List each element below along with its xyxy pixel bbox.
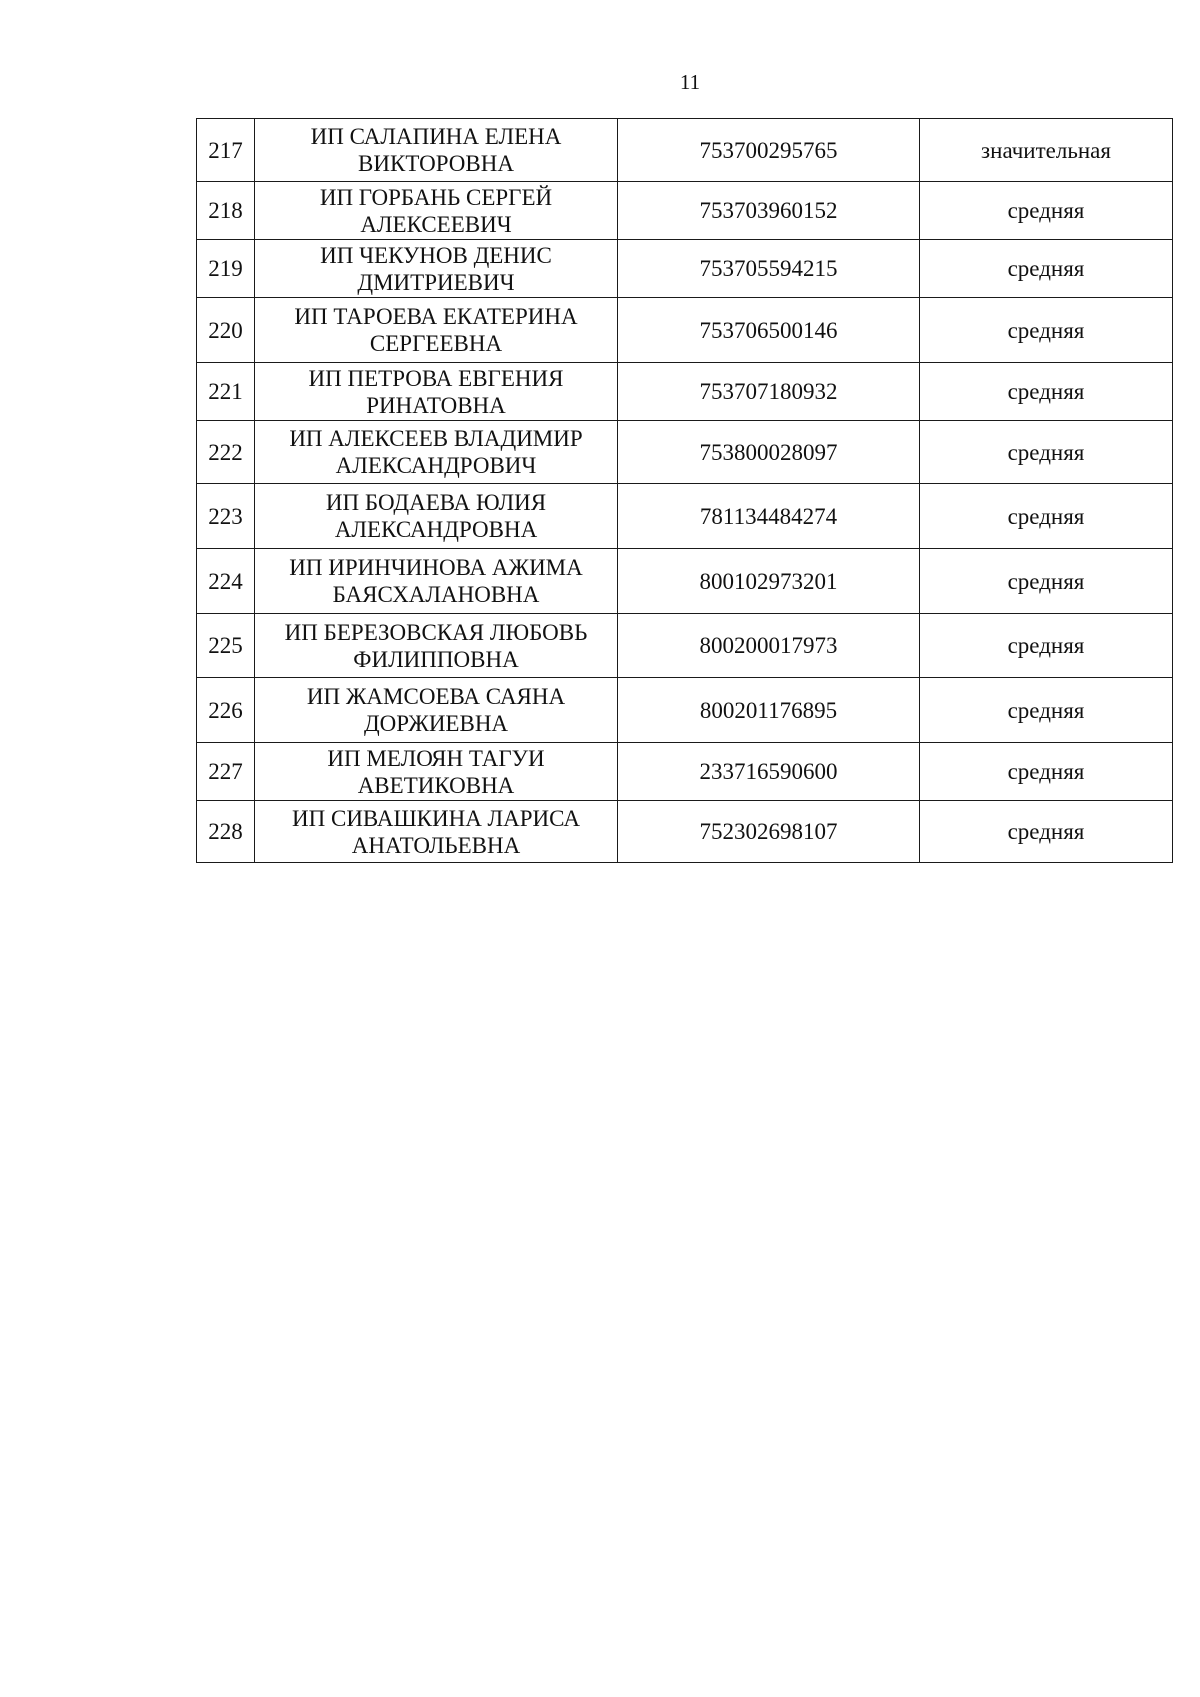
entrepreneur-name: ИП БОДАЕВА ЮЛИЯ АЛЕКСАНДРОВНА [255, 484, 618, 549]
entrepreneur-name: ИП БЕРЕЗОВСКАЯ ЛЮБОВЬ ФИЛИППОВНА [255, 614, 618, 678]
inn-value: 800200017973 [618, 614, 920, 678]
entrepreneur-name: ИП СИВАШКИНА ЛАРИСА АНАТОЛЬЕВНА [255, 801, 618, 863]
entrepreneur-name: ИП МЕЛОЯН ТАГУИ АВЕТИКОВНА [255, 743, 618, 801]
inn-value: 753707180932 [618, 363, 920, 421]
risk-category: средняя [920, 484, 1173, 549]
inn-value: 753706500146 [618, 298, 920, 363]
row-number: 218 [197, 182, 255, 240]
row-number: 227 [197, 743, 255, 801]
row-number: 217 [197, 119, 255, 182]
risk-category: средняя [920, 363, 1173, 421]
table-row [197, 801, 1173, 863]
table-row [197, 363, 1173, 421]
row-number: 224 [197, 549, 255, 614]
risk-category: средняя [920, 182, 1173, 240]
inn-value: 753700295765 [618, 119, 920, 182]
entrepreneur-name: ИП ПЕТРОВА ЕВГЕНИЯ РИНАТОВНА [255, 363, 618, 421]
entrepreneur-name: ИП ТАРОЕВА ЕКАТЕРИНА СЕРГЕЕВНА [255, 298, 618, 363]
page-number: 11 [679, 70, 701, 94]
inn-value: 800102973201 [618, 549, 920, 614]
entrepreneur-name: ИП САЛАПИНА ЕЛЕНА ВИКТОРОВНА [255, 119, 618, 182]
table-row [197, 240, 1173, 298]
row-number: 220 [197, 298, 255, 363]
entrepreneur-name: ИП ИРИНЧИНОВА АЖИМА БАЯСХАЛАНОВНА [255, 549, 618, 614]
inn-value: 800201176895 [618, 678, 920, 743]
row-number: 219 [197, 240, 255, 298]
table-row [197, 484, 1173, 549]
table-row [197, 119, 1173, 182]
risk-category: средняя [920, 801, 1173, 863]
table-row [197, 298, 1173, 363]
risk-category: средняя [920, 240, 1173, 298]
risk-category: средняя [920, 421, 1173, 484]
table-row [197, 549, 1173, 614]
registry-table [196, 118, 1173, 863]
risk-category: средняя [920, 298, 1173, 363]
row-number: 223 [197, 484, 255, 549]
row-number: 225 [197, 614, 255, 678]
entrepreneur-name: ИП ЧЕКУНОВ ДЕНИС ДМИТРИЕВИЧ [255, 240, 618, 298]
row-number: 226 [197, 678, 255, 743]
risk-category: средняя [920, 614, 1173, 678]
row-number: 222 [197, 421, 255, 484]
table-row [197, 743, 1173, 801]
inn-value: 753703960152 [618, 182, 920, 240]
inn-value: 233716590600 [618, 743, 920, 801]
risk-category: значительная [920, 119, 1173, 182]
entrepreneur-name: ИП ГОРБАНЬ СЕРГЕЙ АЛЕКСЕЕВИЧ [255, 182, 618, 240]
inn-value: 752302698107 [618, 801, 920, 863]
risk-category: средняя [920, 743, 1173, 801]
table-row [197, 614, 1173, 678]
row-number: 228 [197, 801, 255, 863]
inn-value: 753705594215 [618, 240, 920, 298]
table-row [197, 678, 1173, 743]
entrepreneur-name: ИП ЖАМСОЕВА САЯНА ДОРЖИЕВНА [255, 678, 618, 743]
entrepreneur-name: ИП АЛЕКСЕЕВ ВЛАДИМИР АЛЕКСАНДРОВИЧ [255, 421, 618, 484]
risk-category: средняя [920, 678, 1173, 743]
inn-value: 753800028097 [618, 421, 920, 484]
risk-category: средняя [920, 549, 1173, 614]
inn-value: 781134484274 [618, 484, 920, 549]
table-row [197, 421, 1173, 484]
row-number: 221 [197, 363, 255, 421]
table-row [197, 182, 1173, 240]
